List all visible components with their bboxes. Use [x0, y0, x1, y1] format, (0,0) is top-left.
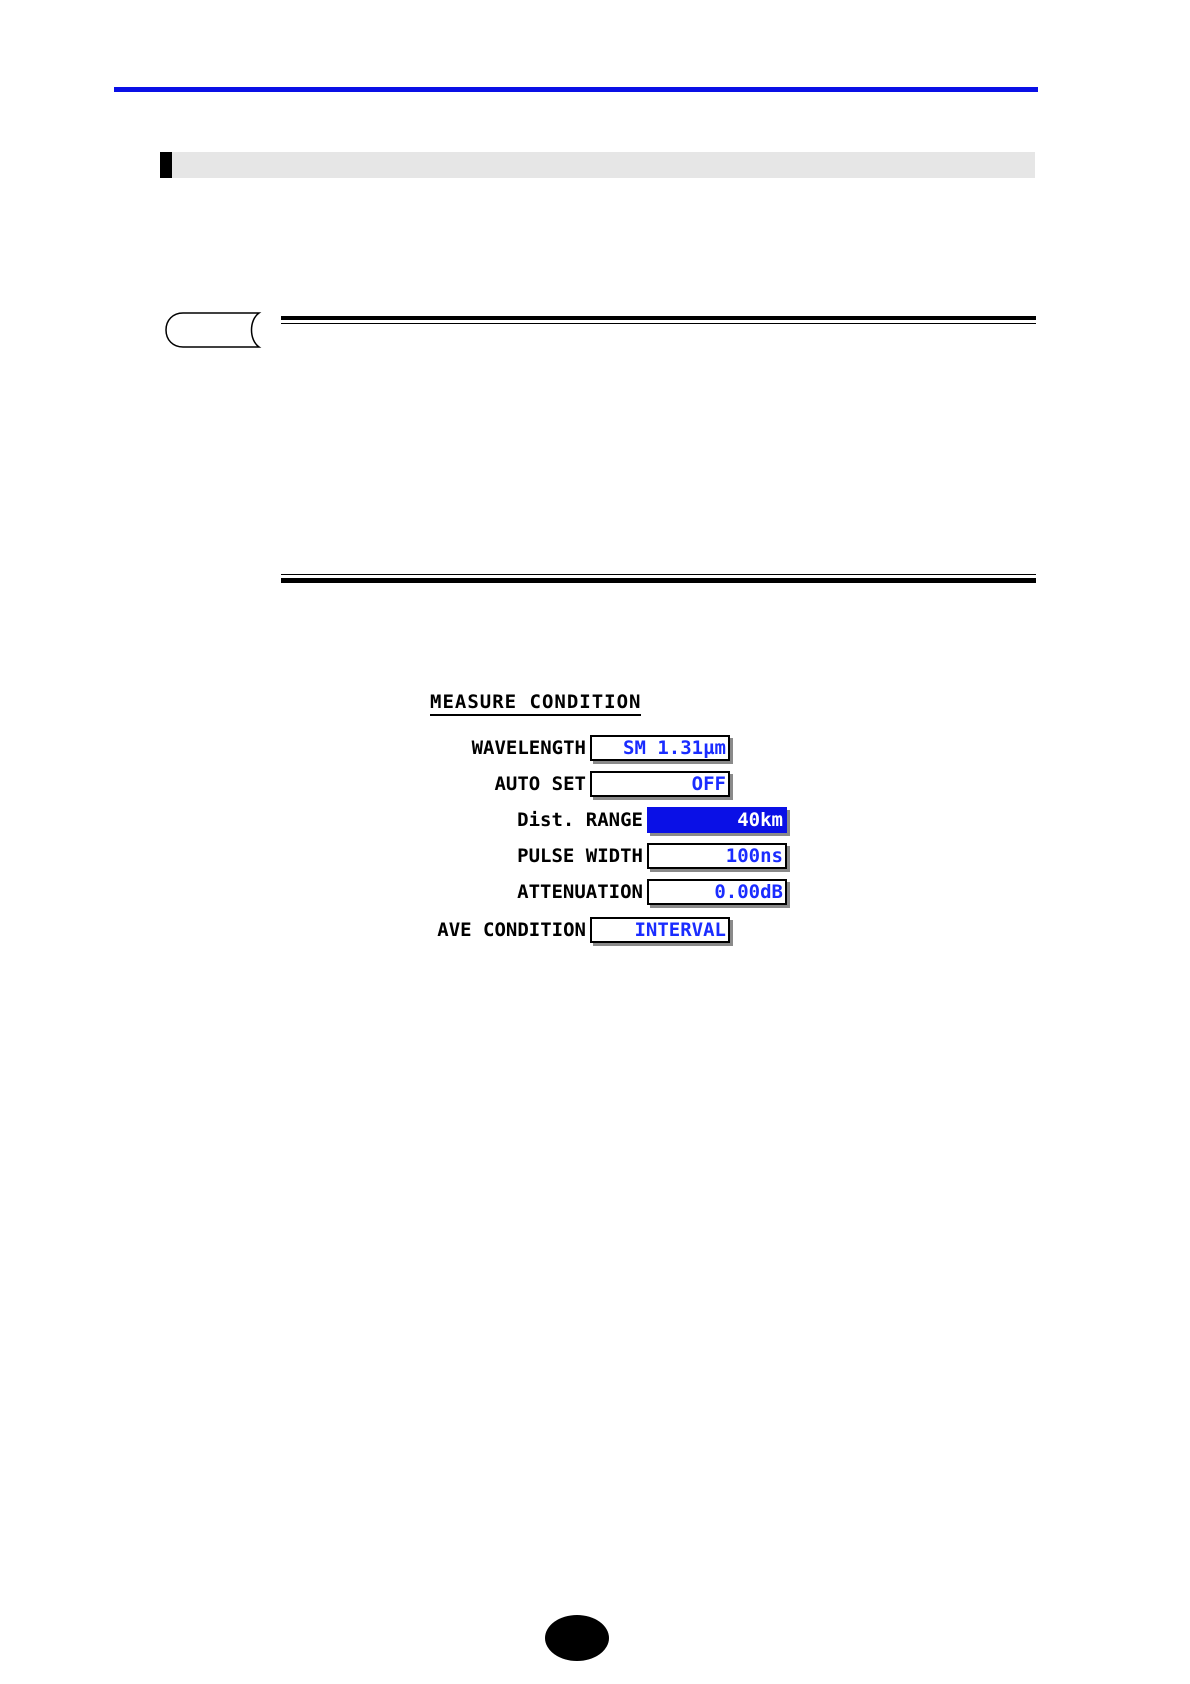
row-dist-range — [420, 807, 810, 837]
wavelength-field[interactable]: SM 1.31µm — [590, 735, 730, 761]
screen-title: MEASURE CONDITION — [430, 691, 641, 716]
note-bottom-rule — [281, 578, 1036, 583]
auto-set-label: AUTO SET — [494, 773, 586, 795]
pulse-width-label: PULSE WIDTH — [517, 845, 643, 867]
row-pulse-width — [420, 843, 810, 873]
ave-condition-field[interactable]: INTERVAL — [590, 917, 730, 943]
attenuation-label: ATTENUATION — [517, 881, 643, 903]
section-heading-marker — [160, 152, 172, 178]
note-bottom-rule-thin — [281, 574, 1036, 575]
note-top-rule-thin — [281, 323, 1036, 324]
dist-range-field[interactable]: 40km — [647, 807, 787, 833]
row-wavelength — [420, 735, 810, 765]
section-heading-bar — [160, 152, 1035, 178]
row-attenuation — [420, 879, 810, 909]
row-ave-condition — [420, 917, 810, 947]
page-number-badge — [545, 1615, 609, 1661]
wavelength-label: WAVELENGTH — [471, 737, 586, 759]
row-auto-set — [420, 771, 810, 801]
note-tab-icon — [165, 312, 261, 348]
auto-set-field[interactable]: OFF — [590, 771, 730, 797]
attenuation-field[interactable]: 0.00dB — [647, 879, 787, 905]
note-top-rule — [281, 316, 1036, 320]
dist-range-label: Dist. RANGE — [517, 809, 643, 831]
ave-condition-label: AVE CONDITION — [437, 919, 586, 941]
measure-condition-screen — [420, 691, 800, 941]
pulse-width-field[interactable]: 100ns — [647, 843, 787, 869]
header-rule — [114, 87, 1038, 92]
